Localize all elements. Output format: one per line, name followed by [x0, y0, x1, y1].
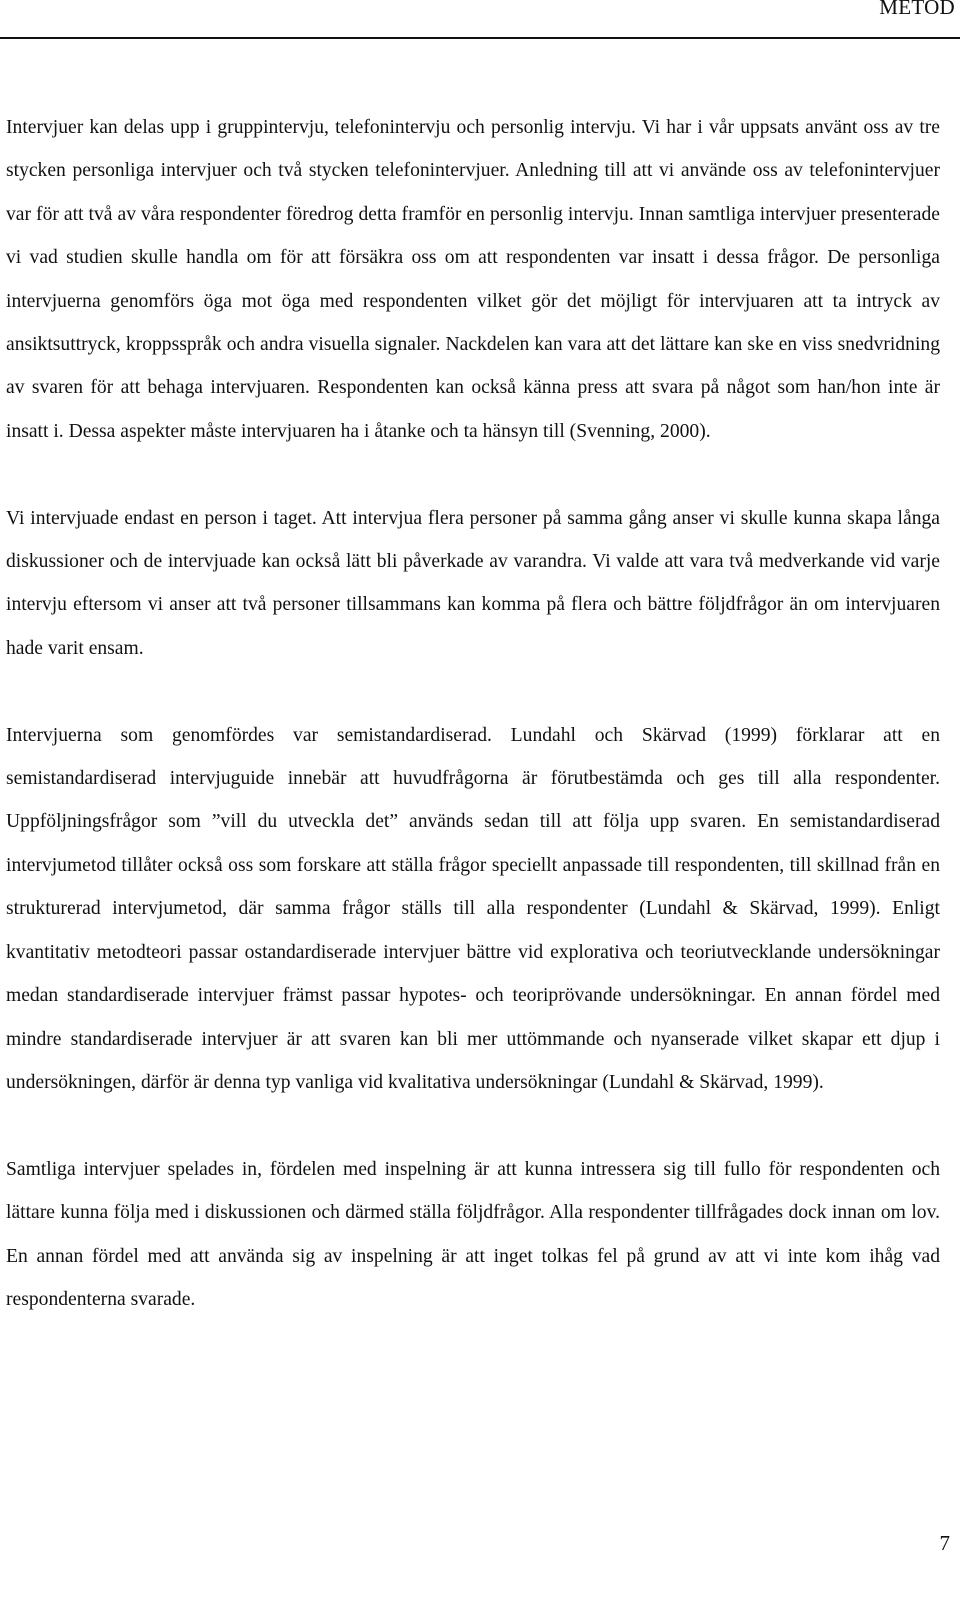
header-rule — [0, 37, 960, 39]
paragraph-3: Intervjuerna som genomfördes var semistandardiserad. Lundahl och Skärvad (1999) förklarar att en semistandardiserad intervjuguide innebär att huvudfrågorna är förutbestämda och ges till alla respondenter. Uppföljningsfrågor som ”vill du utveckla det” används sedan till att följa upp svaren. En semistandardiserad intervjumetod tillåter också oss som forskare att ställa frågor speciellt anpassade till respondenten, till skillnad från en strukturerad intervjumetod, där samma frågor ställs till alla respondenter (Lundahl & Skärvad, 1999). Enligt kvantitativ metodteori passar ostandardiserade intervjuer bättre vid explorativa och teoriutvecklande undersökningar medan standardiserade intervjuer främst passar hypotes- och teoriprövande undersökningar. En annan fördel med mindre standardiserade intervjuer är att svaren kan bli mer uttömmande och nyanserade vilket skapar ett djup i undersökningen, därför är denna typ vanliga vid kvalitativa undersökningar (Lundahl & Skärvad, 1999). — [6, 724, 940, 1093]
paragraph-2: Vi intervjuade endast en person i taget. Att intervjua flera personer på samma gång anser vi skulle kunna skapa långa diskussioner och de intervjuade kan också lätt bli påverkade av varandra. Vi valde att vara två medverkande vid varje intervju eftersom vi anser att två personer tillsammans kan komma på flera och bättre följdfrågor än om intervjuaren hade varit ensam. — [6, 507, 940, 659]
paragraph-1: Intervjuer kan delas upp i gruppintervju, telefonintervju och personlig intervju. Vi har i vår uppsats använt oss av tre stycken personliga intervjuer och två stycken telefonintervjuer. Anledning till att vi använde oss av telefonintervjuer var för att två av våra respondenter föredrog detta framför en personlig intervju. Innan samtliga intervjuer presenterade vi vad studien skulle handla om för att försäkra oss om att respondenten var insatt i dessa frågor. De personliga intervjuerna genomförs öga mot öga med respondenten vilket gör det möjligt för intervjuaren att ta intryck av ansiktsuttryck, kroppsspråk och andra visuella signaler. Nackdelen kan vara att det lättare kan ske en viss snedvridning av svaren för att behaga intervjuaren. Respondenten kan också känna press att svara på något som han/hon inte är insatt i. Dessa aspekter måste intervjuaren ha i åtanke och ta hänsyn till (Svenning, 2000). — [6, 117, 940, 442]
running-header-title: METOD — [879, 0, 955, 19]
paragraph-4: Samtliga intervjuer spelades in, fördelen med inspelning är att kunna intressera sig till fullo för respondenten och lättare kunna följa med i diskussionen och därmed ställa följdfrågor. Alla respondenter tillfrågades dock innan om lov. En annan fördel med att använda sig av inspelning är att inget tolkas fel på grund av att vi inte kom ihåg vad respondenterna svarade. — [6, 1158, 940, 1310]
body-text — [6, 106, 940, 1321]
page-header — [0, 0, 960, 38]
page-number: 7 — [939, 1531, 950, 1555]
